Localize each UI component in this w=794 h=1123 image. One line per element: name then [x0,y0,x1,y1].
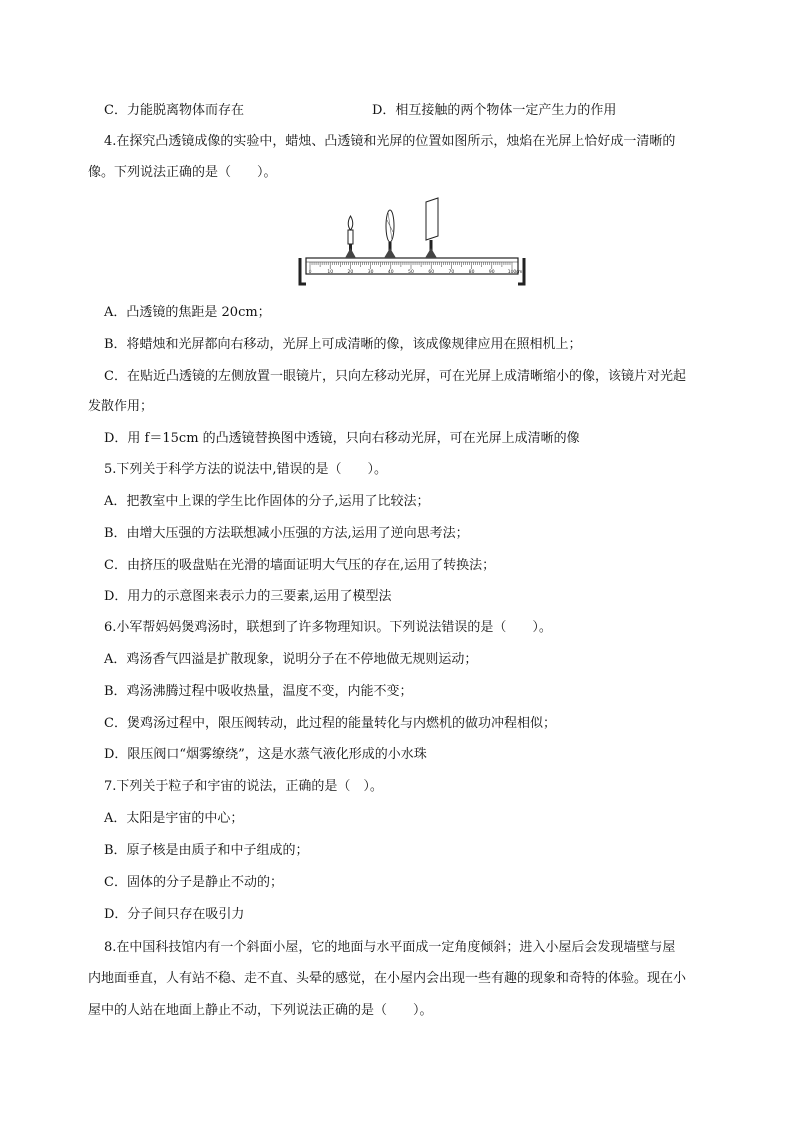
bench-left-leg [300,258,306,284]
q4-option-b: B．将蜡烛和光屏都向右移动，光屏上可成清晰的像，该成像规律应用在照相机上； [104,337,582,352]
q6-stem: 6.小军帮妈妈煲鸡汤时，联想到了许多物理知识。下列说法错误的是（ ）。 [104,620,552,635]
scale-tick-label: 70 [448,270,455,275]
q8-stem-cont-1: 内地面垂直，人有站不稳、走不直、头晕的感觉，在小屋内会出现一些有趣的现象和奇特的体验。现在小 [88,971,687,986]
scale-tick-label: 80 [468,270,475,275]
q6-option-b: B．鸡汤沸腾过程中吸收热量，温度不变，内能不变； [104,684,413,699]
scale-tick-label: 0 [308,270,312,275]
q4-stem-cont: 像。下列说法正确的是（ ）。 [88,165,277,180]
scale-tick-label: 100 [507,270,517,275]
q5-option-b: B．由增大压强的方法联想减小压强的方法,运用了逆向思考法； [104,526,469,541]
q4-stem: 4.在探究凸透镜成像的实验中，蜡烛、凸透镜和光屏的位置如图所示，烛焰在光屏上恰好成一清晰的 [104,134,676,149]
scale-tick-label: 40 [387,270,394,275]
q7-option-c: C．固体的分子是静止不动的； [104,875,283,890]
scale-tick-label: 30 [367,270,374,275]
q7-option-d: D．分子间只存在吸引力 [104,907,245,922]
q5-stem: 5.下列关于科学方法的说法中,错误的是（ ）。 [104,462,388,477]
scale-tick-label: 10 [327,270,334,275]
q7-option-a: A．太阳是宇宙的中心； [104,811,244,826]
scale-tick-label: 90 [488,270,495,275]
q8-stem-cont-2: 屋中的人站在地面上静止不动，下列说法正确的是（ ）。 [88,1003,433,1018]
light-screen-icon [425,198,438,258]
q6-option-d: D．限压阀口“烟雾缭绕”，这是水蒸气液化形成的小水珠 [104,747,427,762]
q7-option-b: B．原子核是由质子和中子组成的； [104,843,309,858]
convex-lens-icon [384,210,396,258]
q5-option-d: D．用力的示意图来表示力的三要素,运用了模型法 [104,589,392,604]
q3-option-d: D．相互接触的两个物体一定产生力的作用 [372,103,617,118]
optical-bench-figure [290,196,534,294]
q7-stem: 7.下列关于粒子和宇宙的说法，正确的是（ ）。 [104,779,383,794]
q6-option-c: C．煲鸡汤过程中，限压阀转动，此过程的能量转化与内燃机的做功冲程相似； [104,716,556,731]
q8-stem: 8.在中国科技馆内有一个斜面小屋，它的地面与水平面成一定角度倾斜；进入小屋后会发现墙壁与屋 [104,940,676,955]
q5-option-c: C．由挤压的吸盘贴在光滑的墙面证明大气压的存在,运用了转换法； [104,558,496,573]
candle-icon [345,216,356,258]
q3-option-c: C．力能脱离物体而存在 [104,103,244,118]
q4-option-a: A．凸透镜的焦距是 20cm； [104,305,271,320]
q4-option-d: D．用 f＝15cm 的凸透镜替换图中透镜，只向右移动光屏，可在光屏上成清晰的像 [104,431,580,446]
q4-option-c-cont: 发散作用； [88,399,154,414]
scale-tick-label: 60 [428,270,435,275]
q5-option-a: A．把教室中上课的学生比作固体的分子,运用了比较法； [104,494,430,509]
q6-option-a: A．鸡汤香气四溢是扩散现象，说明分子在不停地做无规则运动； [104,652,478,667]
scale-tick-label: 50 [408,270,414,275]
q4-option-c: C．在贴近凸透镜的左侧放置一眼镜片，只向左移动光屏，可在光屏上成清晰缩小的像，该镜片对光起 [104,369,686,384]
scale-tick-label: 20 [347,270,354,275]
scale-unit-label: cm [516,269,523,274]
